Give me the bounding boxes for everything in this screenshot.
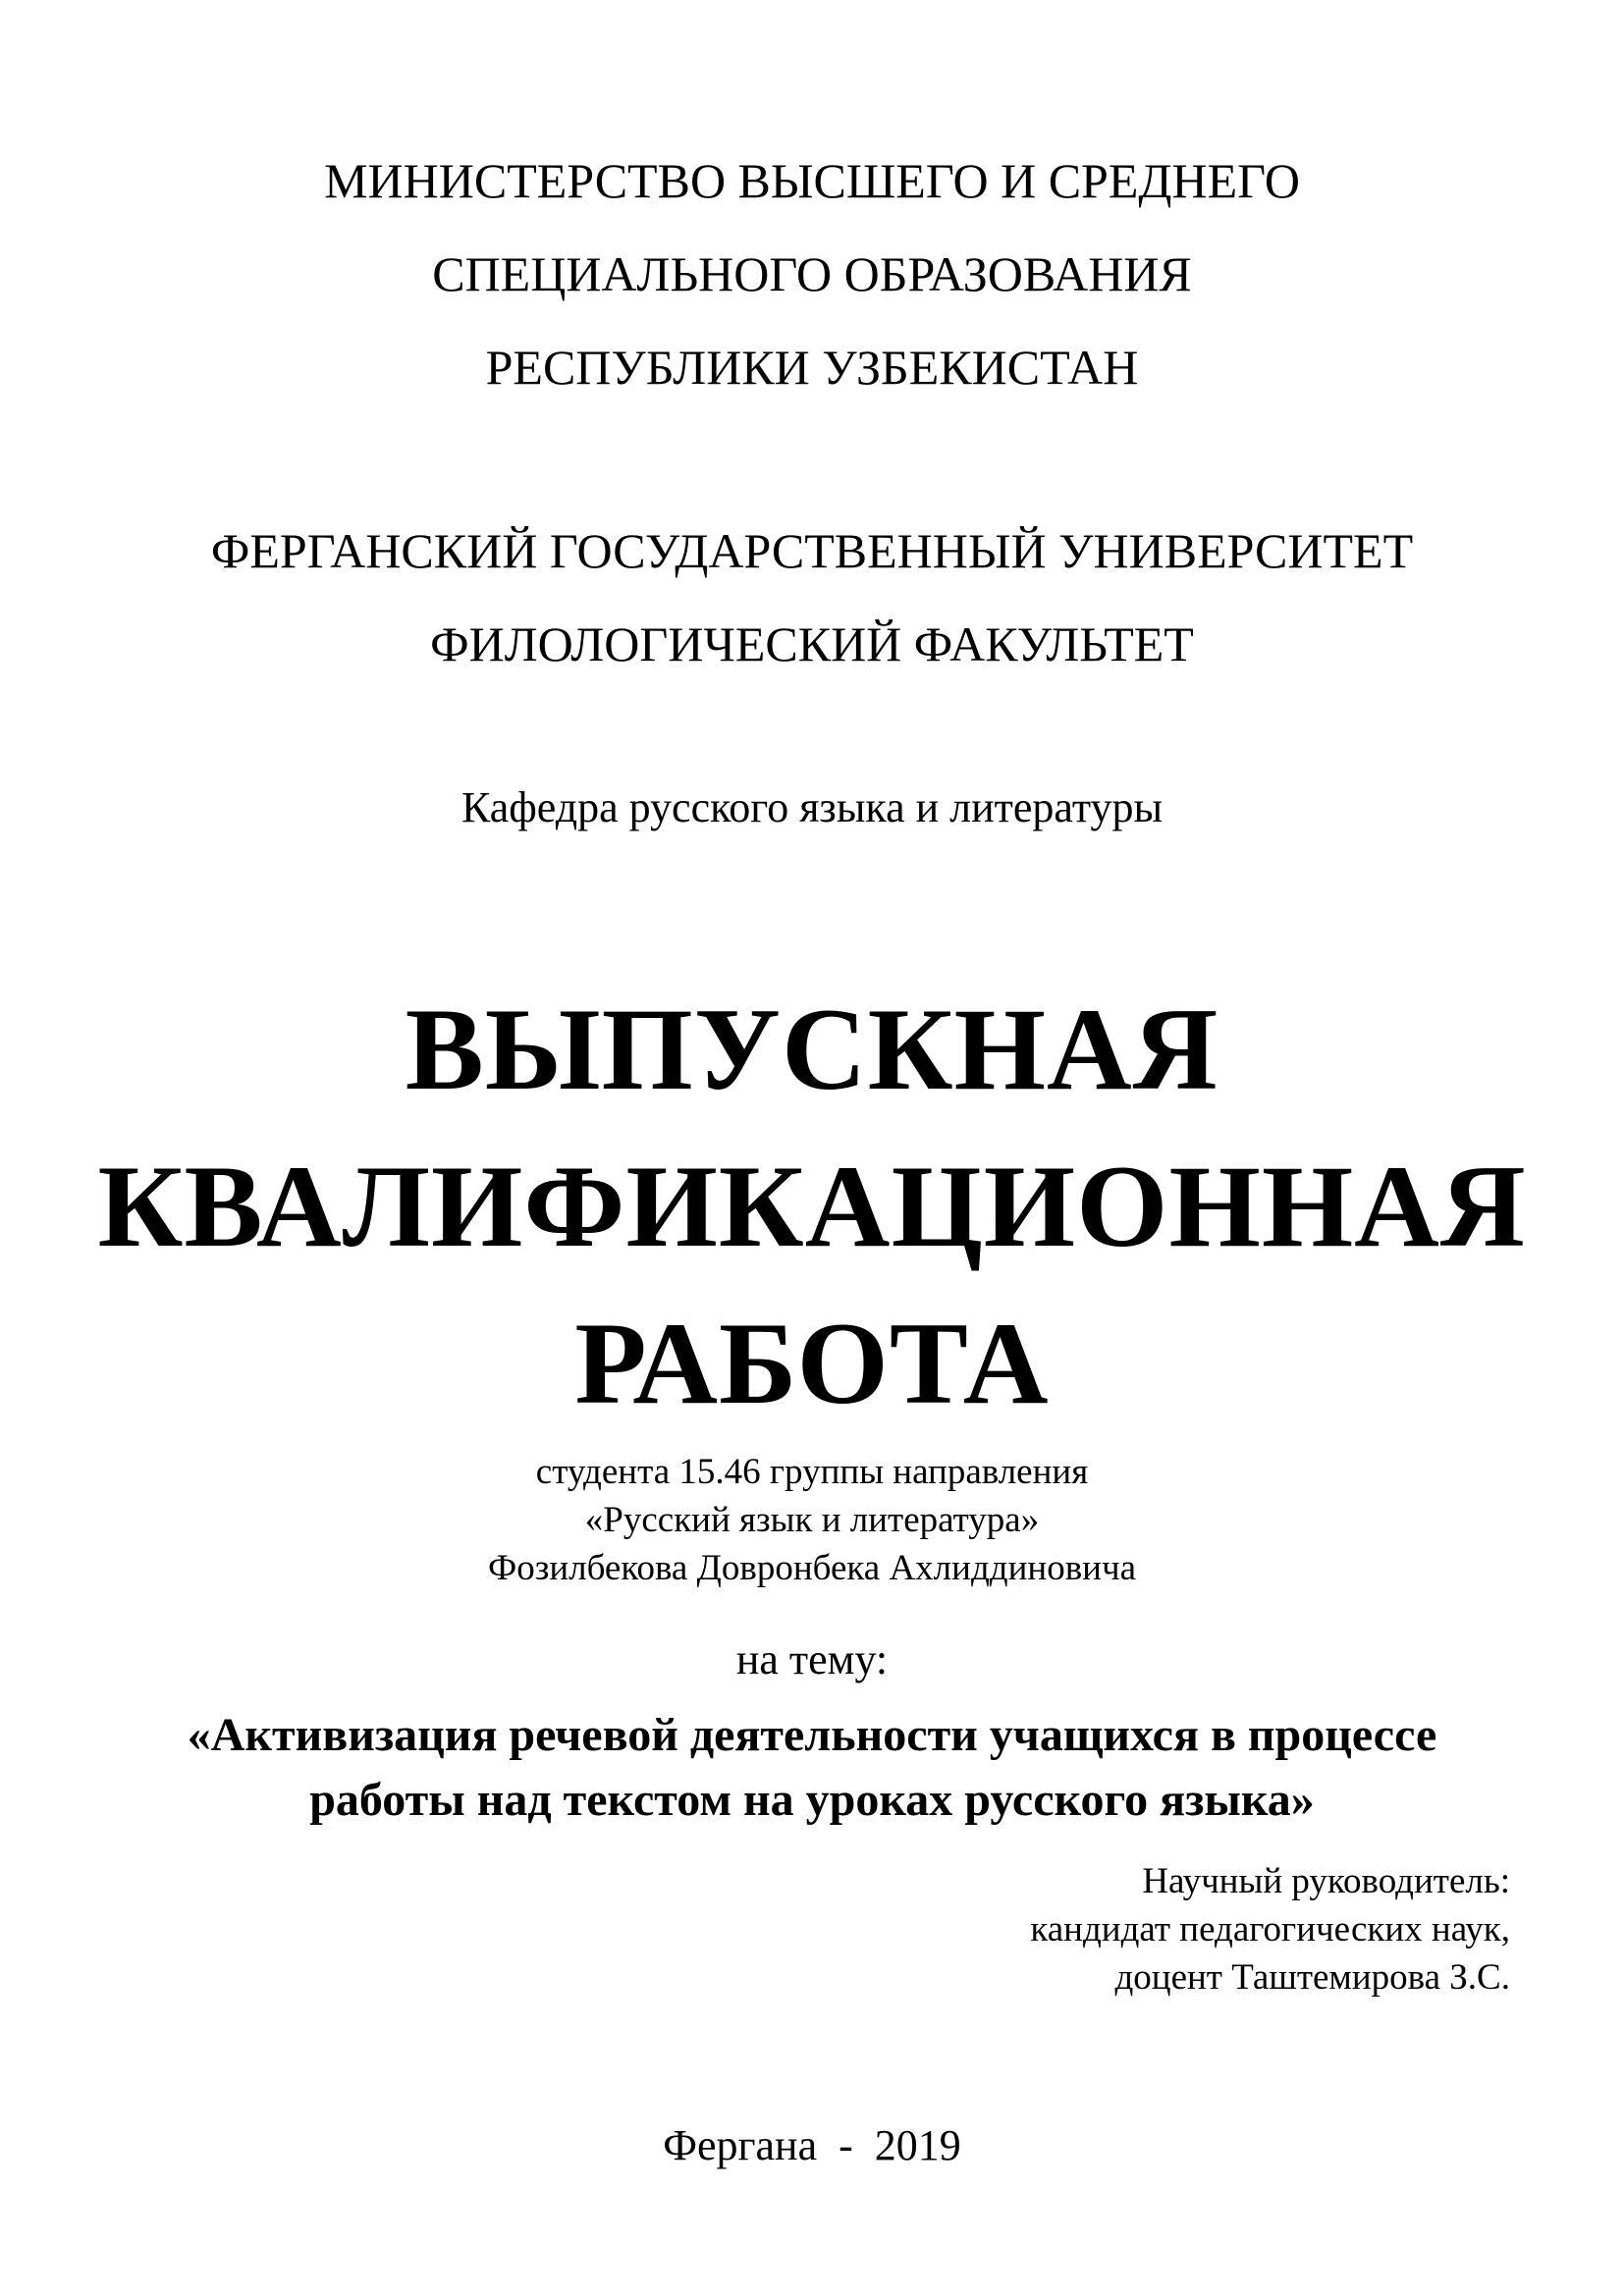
student-line-2: «Русский язык и литература» xyxy=(584,1500,1040,1540)
work-title-line-3: РАБОТА xyxy=(574,1298,1050,1428)
footer-city-year: Фергана - 2019 xyxy=(663,2121,961,2169)
supervisor-line-3: доцент Таштемирова З.С. xyxy=(1114,1957,1510,1998)
ministry-line-1: МИНИСТЕРСТВО ВЫСШЕГО И СРЕДНЕГО xyxy=(324,153,1300,208)
topic-line-2: работы над текстом на уроках русского языка» xyxy=(309,1774,1315,1826)
student-line-1: студента 15.46 группы направления xyxy=(535,1452,1089,1492)
ministry-line-3: РЕСПУБЛИКИ УЗБЕКИСТАН xyxy=(485,340,1139,395)
supervisor-line-1: Научный руководитель: xyxy=(1142,1861,1510,1901)
supervisor-line-2: кандидат педагогических наук, xyxy=(1030,1909,1510,1949)
ministry-line-2: СПЕЦИАЛЬНОГО ОБРАЗОВАНИЯ xyxy=(432,246,1192,301)
work-title-line-2: КВАЛИФИКАЦИОННАЯ xyxy=(97,1141,1527,1271)
topic-line-1: «Активизация речевой деятельности учащихся в процессе xyxy=(187,1709,1437,1761)
topic-intro: на тему: xyxy=(735,1635,889,1683)
student-name: Фозилбекова Довронбека Ахлиддиновича xyxy=(487,1548,1137,1588)
university-name: ФЕРГАНСКИЙ ГОСУДАРСТВЕННЫЙ УНИВЕРСИТЕТ xyxy=(210,523,1414,578)
faculty-name: ФИЛОЛОГИЧЕСКИЙ ФАКУЛЬТЕТ xyxy=(430,616,1194,671)
department-name: Кафедра русского языка и литературы xyxy=(460,783,1164,831)
work-title-line-1: ВЫПУСКНАЯ xyxy=(405,984,1219,1114)
